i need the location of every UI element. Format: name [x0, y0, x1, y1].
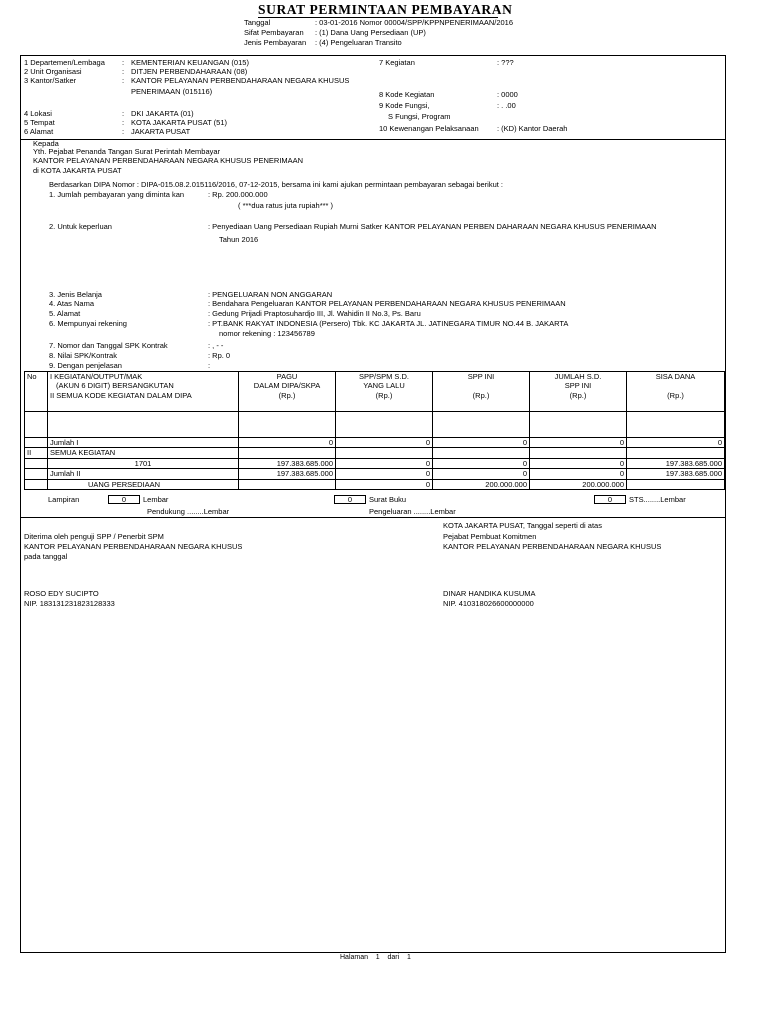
- table-row-empty: [25, 412, 725, 438]
- pendukung: Pendukung ........Lembar: [147, 507, 230, 516]
- item6-value-1: : PT.BANK RAKYAT INDONESIA (Persero) Tbk. KC JAKARTA JL. JATINEGARA TIMUR NO.44 B. JAKARTA: [208, 319, 569, 328]
- jumlah1-ini: 0: [433, 438, 530, 448]
- item6-value-2: nomor rekening : 123456789: [219, 329, 315, 338]
- surat-buku: Surat Buku: [369, 495, 407, 504]
- tanggal-value: : 03-01-2016 Nomor 00004/SPP/KPPNPENERIMAAN/2016: [315, 18, 514, 27]
- table-row-jumlah2: [25, 469, 725, 479]
- header-jumlah-line-1: JUMLAH S.D.: [554, 372, 602, 381]
- jumlah1-label: Jumlah I: [48, 438, 239, 448]
- header-kegiatan-line-3: II SEMUA KODE KEGIATAN DALAM DIPA: [50, 390, 192, 400]
- item7-value: : , - -: [208, 341, 224, 350]
- header-spp-ini: [433, 372, 530, 412]
- kantor-label: 3 Kantor/Satker: [24, 76, 77, 85]
- sifat-value: : (1) Dana Uang Persediaan (UP): [315, 28, 426, 37]
- up-lalu: 0: [336, 479, 433, 489]
- item4-value: : Bendahara Pengeluaran KANTOR PELAYANAN PERBENDAHARAAN NEGARA KHUSUS PENERIMAAN: [208, 299, 566, 308]
- item2-label: 2. Untuk keperluan: [49, 222, 112, 231]
- item5-value: : Gedung Prijadi Praptosuhardjo III, Jl. Wahidin II No.3, Ps. Baru: [208, 309, 421, 318]
- jumlah2-jumlah: 0: [530, 469, 627, 479]
- lampiran-label: Lampiran: [48, 495, 80, 504]
- info-divider: [20, 139, 726, 140]
- left-name: ROSO EDY SUCIPTO: [24, 589, 99, 598]
- alamat-label: 6 Alamat: [24, 127, 54, 136]
- header-jumlah-line-3: (Rp.): [569, 390, 587, 400]
- jumlah2-sisa: 197.383.685.000: [627, 469, 725, 479]
- item2-value-1: : Penyediaan Uang Persediaan Rupiah Murni Satker KANTOR PELAYANAN PERBEN DAHARAAN NEGARA KHUSUS PENERIMAAN: [208, 222, 657, 231]
- header-pagu-line-3: (Rp.): [278, 390, 296, 400]
- header-sisa: [627, 372, 725, 412]
- kepada: Kepada: [33, 139, 59, 148]
- yth: Yth. Pejabat Penanda Tangan Surat Perintah Membayar: [33, 147, 221, 156]
- table-header-row: [25, 372, 725, 412]
- item1-label: 1. Jumlah pembayaran yang diminta kan: [49, 190, 185, 199]
- row1701-label: 1701: [48, 458, 239, 468]
- halaman-label: Halaman: [340, 954, 369, 961]
- jumlah2-label: Jumlah II: [48, 469, 239, 479]
- header-spp-lalu-line-2: YANG LALU: [363, 381, 405, 391]
- table-row-jumlah1: [25, 438, 725, 448]
- colon: :: [122, 67, 125, 76]
- surat-count: 0: [334, 495, 366, 504]
- left-nip: NIP. 183131231823128333: [24, 599, 115, 608]
- lokasi-value: DKI JAKARTA (01): [131, 109, 194, 118]
- item9-value: :: [208, 361, 211, 370]
- header-spp-lalu: [336, 372, 433, 412]
- header-kegiatan-line-2: (AKUN 6 DIGIT) BERSANGKUTAN: [56, 381, 174, 391]
- kegiatan-value: : ???: [497, 58, 514, 67]
- item4-label: 4. Atas Nama: [49, 299, 95, 308]
- jumlah1-pagu: 0: [239, 438, 336, 448]
- jumlah2-ini: 0: [433, 469, 530, 479]
- header-jumlah-line-2: SPP INI: [564, 381, 592, 391]
- sts: STS........Lembar: [629, 495, 686, 504]
- up-jumlah: 200.000.000: [530, 479, 627, 489]
- section2-label: SEMUA KEGIATAN: [48, 448, 239, 458]
- left-date: pada tanggal: [24, 552, 68, 561]
- lokasi-label: 4 Lokasi: [24, 109, 52, 118]
- page-total: 1: [406, 954, 411, 961]
- right-place: KOTA JAKARTA PUSAT, Tanggal seperti di atas: [443, 521, 602, 530]
- kantor-value-1: KANTOR PELAYANAN PERBENDAHARAAN NEGARA KHUSUS: [131, 76, 350, 85]
- row1701-ini: 0: [433, 458, 530, 468]
- row1701-pagu: 197.383.685.000: [239, 458, 336, 468]
- left-office: KANTOR PELAYANAN PERBENDAHARAAN NEGARA KHUSUS: [24, 542, 243, 551]
- table-row-uang-persediaan: [25, 479, 725, 489]
- budget-table: [24, 371, 725, 490]
- row1701-sisa: 197.383.685.000: [627, 458, 725, 468]
- section2-no: II: [25, 448, 48, 458]
- kode-fungsi-label: 9 Kode Fungsi,: [379, 101, 430, 110]
- item3-value: : PENGELUARAN NON ANGGARAN: [208, 290, 333, 299]
- header-spp-lalu-line-3: (Rp.): [375, 390, 393, 400]
- tanggal-label: Tanggal: [244, 18, 271, 27]
- jumlah1-sisa: 0: [627, 438, 725, 448]
- left-received: Diterima oleh penguji SPP / Penerbit SPM: [24, 532, 164, 541]
- header-pagu-line-1: PAGU: [276, 372, 298, 381]
- header-no: No: [25, 372, 48, 412]
- sts-count: 0: [594, 495, 626, 504]
- header-kegiatan: [48, 372, 239, 412]
- jenis-label: Jenis Pembayaran: [244, 38, 307, 47]
- up-label: UANG PERSEDIAAN: [48, 479, 239, 489]
- tempat-value: KOTA JAKARTA PUSAT (51): [131, 118, 228, 127]
- pengeluaran: Pengeluaran ........Lembar: [369, 507, 456, 516]
- sifat-label: Sifat Pembayaran: [244, 28, 304, 37]
- item8-label: 8. Nilai SPK/Kontrak: [49, 351, 117, 360]
- header-spp-ini-line-3: (Rp.): [472, 390, 490, 400]
- header-spp-ini-line-1: SPP INI: [467, 372, 495, 381]
- header-sisa-line-1: SISA DANA: [655, 372, 696, 381]
- item3-label: 3. Jenis Belanja: [49, 290, 102, 299]
- lembar-label: Lembar: [143, 495, 169, 504]
- header-sisa-line-3: (Rp.): [667, 390, 684, 400]
- jumlah2-pagu: 197.383.685.000: [239, 469, 336, 479]
- kantor-value-2: PENERIMAAN (015116): [131, 87, 213, 96]
- colon: :: [122, 76, 125, 85]
- kantor-penerima: KANTOR PELAYANAN PERBENDAHARAAN NEGARA KHUSUS PENERIMAAN: [33, 156, 304, 165]
- tempat-label: 5 Tempat: [24, 118, 55, 127]
- departemen-label: 1 Departemen/Lembaga: [24, 58, 105, 67]
- up-ini: 200.000.000: [433, 479, 530, 489]
- lampiran-divider: [20, 517, 726, 518]
- page-number: 1: [375, 954, 380, 961]
- departemen-value: KEMENTERIAN KEUANGAN (015): [131, 58, 249, 67]
- jenis-value: : (4) Pengeluaran Transito: [315, 38, 402, 47]
- header-pagu-line-2: DALAM DIPA/SKPA: [253, 381, 321, 391]
- unit-value: DITJEN PERBENDAHARAAN (08): [131, 67, 248, 76]
- di-kota: di KOTA JAKARTA PUSAT: [33, 166, 122, 175]
- header-jumlah: [530, 372, 627, 412]
- header-pagu: [239, 372, 336, 412]
- kode-kegiatan-label: 8 Kode Kegiatan: [379, 90, 435, 99]
- right-role: Pejabat Pembuat Komitmen: [443, 532, 537, 541]
- item7-label: 7. Nomor dan Tanggal SPK Kontrak: [49, 341, 168, 350]
- right-office: KANTOR PELAYANAN PERBENDAHARAAN NEGARA KHUSUS: [443, 542, 662, 551]
- row1701-jumlah: 0: [530, 458, 627, 468]
- colon: :: [122, 109, 125, 118]
- lampiran-count: 0: [108, 495, 140, 504]
- table-row-1701: [25, 458, 725, 468]
- kegiatan-label: 7 Kegiatan: [379, 58, 415, 67]
- colon: :: [122, 58, 125, 67]
- kewenangan-value: : (KD) Kantor Daerah: [497, 124, 568, 133]
- right-name: DINAR HANDIKA KUSUMA: [443, 589, 536, 598]
- header-spp-lalu-line-1: SPP/SPM S.D.: [358, 372, 409, 381]
- page-title: SURAT PERMINTAAN PEMBAYARAN: [258, 2, 513, 17]
- unit-label: 2 Unit Organisasi: [24, 67, 82, 76]
- alamat-value: JAKARTA PUSAT: [131, 127, 191, 136]
- colon: :: [122, 127, 125, 136]
- right-nip: NIP. 410318026600000000: [443, 599, 534, 608]
- header-kegiatan-line-1: I KEGIATAN/OUTPUT/MAK: [50, 372, 143, 381]
- kode-kegiatan-value: : 0000: [497, 90, 518, 99]
- colon: :: [122, 118, 125, 127]
- jumlah2-lalu: 0: [336, 469, 433, 479]
- item8-value: : Rp. 0: [208, 351, 231, 360]
- kewenangan-label: 10 Kewenangan Pelaksanaan: [379, 124, 479, 133]
- jumlah1-lalu: 0: [336, 438, 433, 448]
- item9-label: 9. Dengan penjelasan: [49, 361, 122, 370]
- dari-label: dari: [387, 954, 400, 961]
- row1701-lalu: 0: [336, 458, 433, 468]
- sub-fungsi-label: S Fungsi, Program: [388, 112, 451, 121]
- item6-label: 6. Mempunyai rekening: [49, 319, 127, 328]
- item2-value-2: Tahun 2016: [219, 235, 259, 244]
- jumlah1-jumlah: 0: [530, 438, 627, 448]
- berdasarkan: Berdasarkan DIPA Nomor : DIPA-015.08.2.015116/2016, 07-12-2015, bersama ini kami ajukan permintaan pembayaran sebagai berikut :: [49, 180, 504, 189]
- item1-value: : Rp. 200.000.000: [208, 190, 268, 199]
- item1-terbilang: ( ***dua ratus juta rupiah*** ): [238, 201, 334, 210]
- kode-fungsi-value: : . .00: [497, 101, 516, 110]
- item5-label: 5. Alamat: [49, 309, 81, 318]
- table-row-section2: [25, 448, 725, 458]
- footer-halaman: [340, 954, 411, 963]
